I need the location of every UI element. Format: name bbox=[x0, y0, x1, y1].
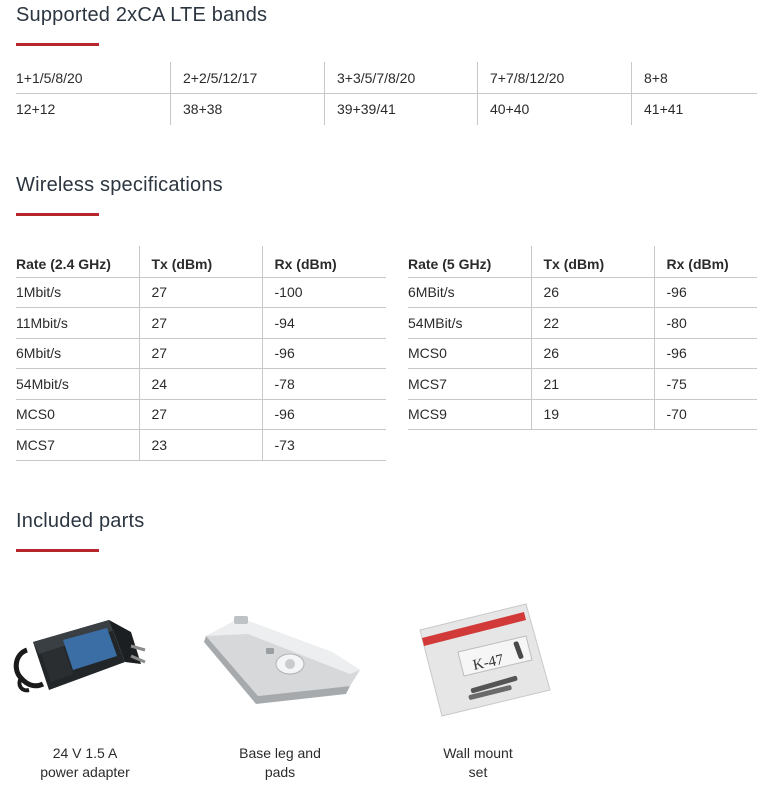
col-header-rx: Rx (dBm) bbox=[654, 246, 757, 277]
rate-cell: MCS7 bbox=[16, 430, 139, 461]
part-base-leg bbox=[200, 590, 360, 782]
tx-cell: 27 bbox=[139, 277, 262, 308]
rate-cell: 11Mbit/s bbox=[16, 308, 139, 339]
col-header-rate: Rate (2.4 GHz) bbox=[16, 246, 139, 277]
part-label bbox=[200, 744, 360, 782]
tx-cell: 22 bbox=[531, 308, 654, 339]
rate-cell: 1Mbit/s bbox=[16, 277, 139, 308]
part-label-line: Base leg and bbox=[239, 745, 321, 761]
band-cell: 41+41 bbox=[631, 94, 757, 125]
part-power-adapter bbox=[5, 590, 165, 782]
band-cell: 2+2/5/12/17 bbox=[170, 62, 324, 93]
table-row bbox=[16, 277, 386, 308]
rate-cell: 6Mbit/s bbox=[16, 338, 139, 369]
col-header-rx: Rx (dBm) bbox=[262, 246, 386, 277]
lte-heading-accent-bar bbox=[16, 43, 99, 46]
part-label-line: Wall mount bbox=[443, 745, 513, 761]
rate-cell: MCS0 bbox=[16, 399, 139, 430]
table-row bbox=[16, 399, 386, 430]
band-cell: 38+38 bbox=[170, 94, 324, 125]
table-row bbox=[408, 308, 757, 339]
power-adapter-image bbox=[5, 590, 165, 730]
band-cell: 40+40 bbox=[477, 94, 631, 125]
band-cell: 7+7/8/12/20 bbox=[477, 62, 631, 93]
tx-cell: 21 bbox=[531, 369, 654, 400]
part-label-line: pads bbox=[264, 764, 296, 780]
part-label bbox=[5, 744, 165, 782]
table-row bbox=[16, 430, 386, 461]
tx-cell: 26 bbox=[531, 277, 654, 308]
rx-cell: -94 bbox=[262, 308, 386, 339]
rate-cell: MCS0 bbox=[408, 338, 531, 369]
parts-heading-accent-bar bbox=[16, 549, 99, 552]
table-header-row bbox=[408, 246, 757, 277]
rx-cell: -96 bbox=[654, 338, 757, 369]
wall-mount-bag-image bbox=[398, 590, 558, 730]
col-header-tx: Tx (dBm) bbox=[531, 246, 654, 277]
wireless-specs-heading: Wireless specifications bbox=[16, 174, 223, 196]
part-label-line: power adapter bbox=[40, 764, 130, 780]
wireless-heading-accent-bar bbox=[16, 213, 99, 216]
table-header-row bbox=[16, 246, 386, 277]
tx-cell: 24 bbox=[139, 369, 262, 400]
tx-cell: 23 bbox=[139, 430, 262, 461]
rx-cell: -70 bbox=[654, 399, 757, 430]
rx-cell: -73 bbox=[262, 430, 386, 461]
included-parts-heading: Included parts bbox=[16, 510, 145, 532]
table-row bbox=[16, 308, 386, 339]
table-row bbox=[16, 369, 386, 400]
col-header-tx: Tx (dBm) bbox=[139, 246, 262, 277]
table-row bbox=[16, 338, 386, 369]
rx-cell: -96 bbox=[262, 399, 386, 430]
table-row bbox=[408, 338, 757, 369]
table-row bbox=[408, 399, 757, 430]
table-row bbox=[408, 277, 757, 308]
wireless-table-2-4ghz bbox=[16, 246, 386, 461]
rate-cell: 6MBit/s bbox=[408, 277, 531, 308]
part-wall-mount-set bbox=[398, 590, 558, 782]
tx-cell: 27 bbox=[139, 338, 262, 369]
band-cell: 3+3/5/7/8/20 bbox=[324, 62, 477, 93]
rx-cell: -96 bbox=[262, 338, 386, 369]
bag-label-text: K-47 bbox=[471, 651, 505, 674]
band-cell: 12+12 bbox=[16, 101, 56, 117]
tx-cell: 27 bbox=[139, 308, 262, 339]
rate-cell: 54Mbit/s bbox=[16, 369, 139, 400]
rx-cell: -78 bbox=[262, 369, 386, 400]
table-row bbox=[408, 369, 757, 400]
tx-cell: 27 bbox=[139, 399, 262, 430]
base-leg-image bbox=[200, 590, 360, 730]
band-cell: 1+1/5/8/20 bbox=[16, 70, 83, 86]
rate-cell: 54MBit/s bbox=[408, 308, 531, 339]
lte-bands-row bbox=[16, 94, 757, 125]
rx-cell: -80 bbox=[654, 308, 757, 339]
wireless-table-5ghz bbox=[408, 246, 757, 430]
rx-cell: -75 bbox=[654, 369, 757, 400]
rx-cell: -96 bbox=[654, 277, 757, 308]
lte-bands-grid bbox=[16, 62, 757, 125]
band-cell: 39+39/41 bbox=[324, 94, 477, 125]
part-label-line: 24 V 1.5 A bbox=[52, 745, 118, 761]
part-label-line: set bbox=[468, 764, 488, 780]
band-cell: 8+8 bbox=[631, 62, 757, 93]
tx-cell: 26 bbox=[531, 338, 654, 369]
rate-cell: MCS7 bbox=[408, 369, 531, 400]
rx-cell: -100 bbox=[262, 277, 386, 308]
lte-bands-row bbox=[16, 62, 757, 94]
tx-cell: 19 bbox=[531, 399, 654, 430]
part-label bbox=[398, 744, 558, 782]
col-header-rate: Rate (5 GHz) bbox=[408, 246, 531, 277]
rate-cell: MCS9 bbox=[408, 399, 531, 430]
lte-bands-heading: Supported 2xCA LTE bands bbox=[16, 4, 268, 26]
